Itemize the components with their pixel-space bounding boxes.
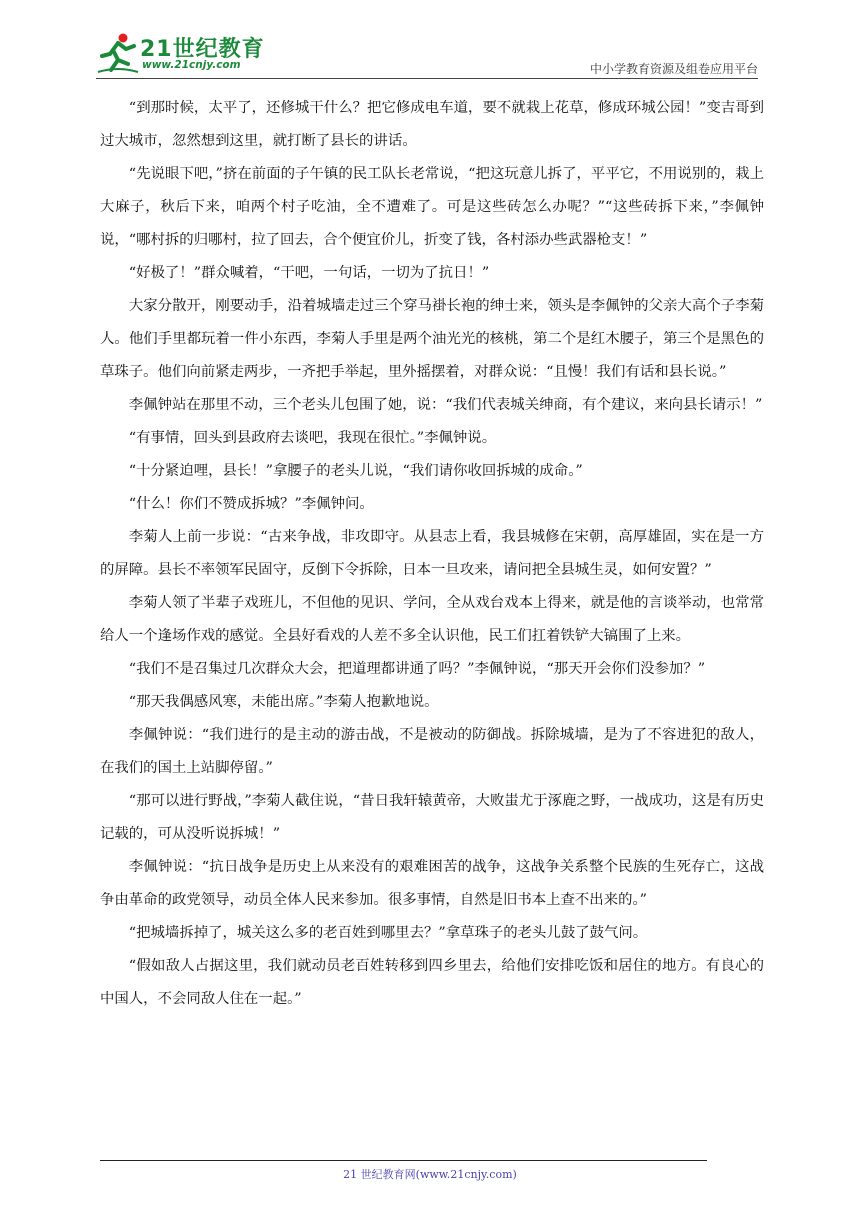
page-footer[interactable]: 21 世纪教育网(www.21cnjy.com) [343, 1168, 517, 1181]
running-figure-icon [96, 32, 140, 74]
paragraph: “到那时候，太平了，还修城干什么？把它修成电车道，要不就栽上花草，修成环城公园！”变吉哥到过大城市，忽然想到这里，就打断了县长的讲话。 [100, 100, 764, 149]
footer-divider [100, 1160, 707, 1161]
paragraph: “十分紧迫哩，县长！”拿腰子的老头儿说，“我们请你收回拆城的成命。” [128, 463, 583, 479]
article-body [100, 92, 764, 1016]
site-logo[interactable] [96, 30, 266, 76]
paragraph: 李佩钟说：“抗日战争是历史上从来没有的艰难困苦的战争，这战争关系整个民族的生死存亡，这战争由革命的政党领导，动员全体人民来参加。很多事情，自然是旧书本上查不出来的。” [100, 859, 764, 908]
paragraph: “那可以进行野战，”李菊人截住说，“昔日我轩辕黄帝，大败蚩尤于涿鹿之野，一战成功，这是有历史记载的，可从没听说拆城！” [100, 793, 764, 842]
paragraph: “假如敌人占据这里，我们就动员老百姓转移到四乡里去，给他们安排吃饭和居住的地方。有良心的中国人，不会同敌人住在一起。” [100, 958, 764, 1007]
logo-text: 21世纪教育 [140, 37, 265, 62]
page-header [96, 30, 758, 78]
paragraph: 李佩钟说：“我们进行的是主动的游击战，不是被动的防御战。拆除城墙，是为了不容进犯的敌人，在我们的国土上站脚停留。” [100, 727, 764, 776]
paragraph: “好极了！”群众喊着，“干吧，一句话，一切为了抗日！” [128, 265, 490, 281]
logo-url: www.21cnjy.com [142, 59, 241, 71]
paragraph: “什么！你们不赞成拆城？”李佩钟问。 [128, 496, 374, 512]
paragraph: 李菊人领了半辈子戏班儿，不但他的见识、学问，全从戏台戏本上得来，就是他的言谈举动，也常常给人一个逢场作戏的感觉。全县好看戏的人差不多全认识他，民工们扛着铁铲大镐围了上来。 [100, 595, 764, 644]
paragraph: 李菊人上前一步说：“古来争战，非攻即守。从县志上看，我县城修在宋朝，高厚雄固，实在是一方的屏障。县长不率领军民固守，反倒下令拆除，日本一旦攻来，请问把全县城生灵，如何安置？” [100, 529, 764, 578]
paragraph: “那天我偶感风寒，未能出席。”李菊人抱歉地说。 [128, 694, 439, 710]
paragraph: “把城墙拆掉了，城关这么多的老百姓到哪里去？”拿草珠子的老头儿鼓了鼓气问。 [128, 925, 648, 941]
paragraph: “先说眼下吧，”挤在前面的子午镇的民工队长老常说，“把这玩意儿拆了，平平它，不用说别的，栽上大麻子，秋后下来，咱两个村子吃油，全不遭难了。可是这些砖怎么办呢？”“这些砖拆下来，”李佩钟说，“哪村拆的归哪村，拉了回去，合个便宜价儿，折变了钱，各村添办些武器枪支！” [100, 166, 764, 248]
paragraph: “我们不是召集过几次群众大会，把道理都讲通了吗？”李佩钟说，“那天开会你们没参加？” [128, 661, 706, 677]
paragraph: 大家分散开，刚要动手，沿着城墙走过三个穿马褂长袍的绅士来，领头是李佩钟的父亲大高个子李菊人。他们手里都玩着一件小东西，李菊人手里是两个油光光的核桃，第二个是红木腰子，第三个是黑色的草珠子。他们向前紧走两步，一齐把手举起，里外摇摆着，对群众说：“且慢！我们有话和县长说。” [100, 298, 764, 380]
header-divider [96, 78, 758, 79]
paragraph: 李佩钟站在那里不动，三个老头儿包围了她，说：“我们代表城关绅商，有个建议，来向县长请示！” [128, 397, 763, 413]
paragraph: “有事情，回头到县政府去谈吧，我现在很忙。”李佩钟说。 [128, 430, 497, 446]
platform-name: 中小学教育资源及组卷应用平台 [589, 62, 758, 76]
